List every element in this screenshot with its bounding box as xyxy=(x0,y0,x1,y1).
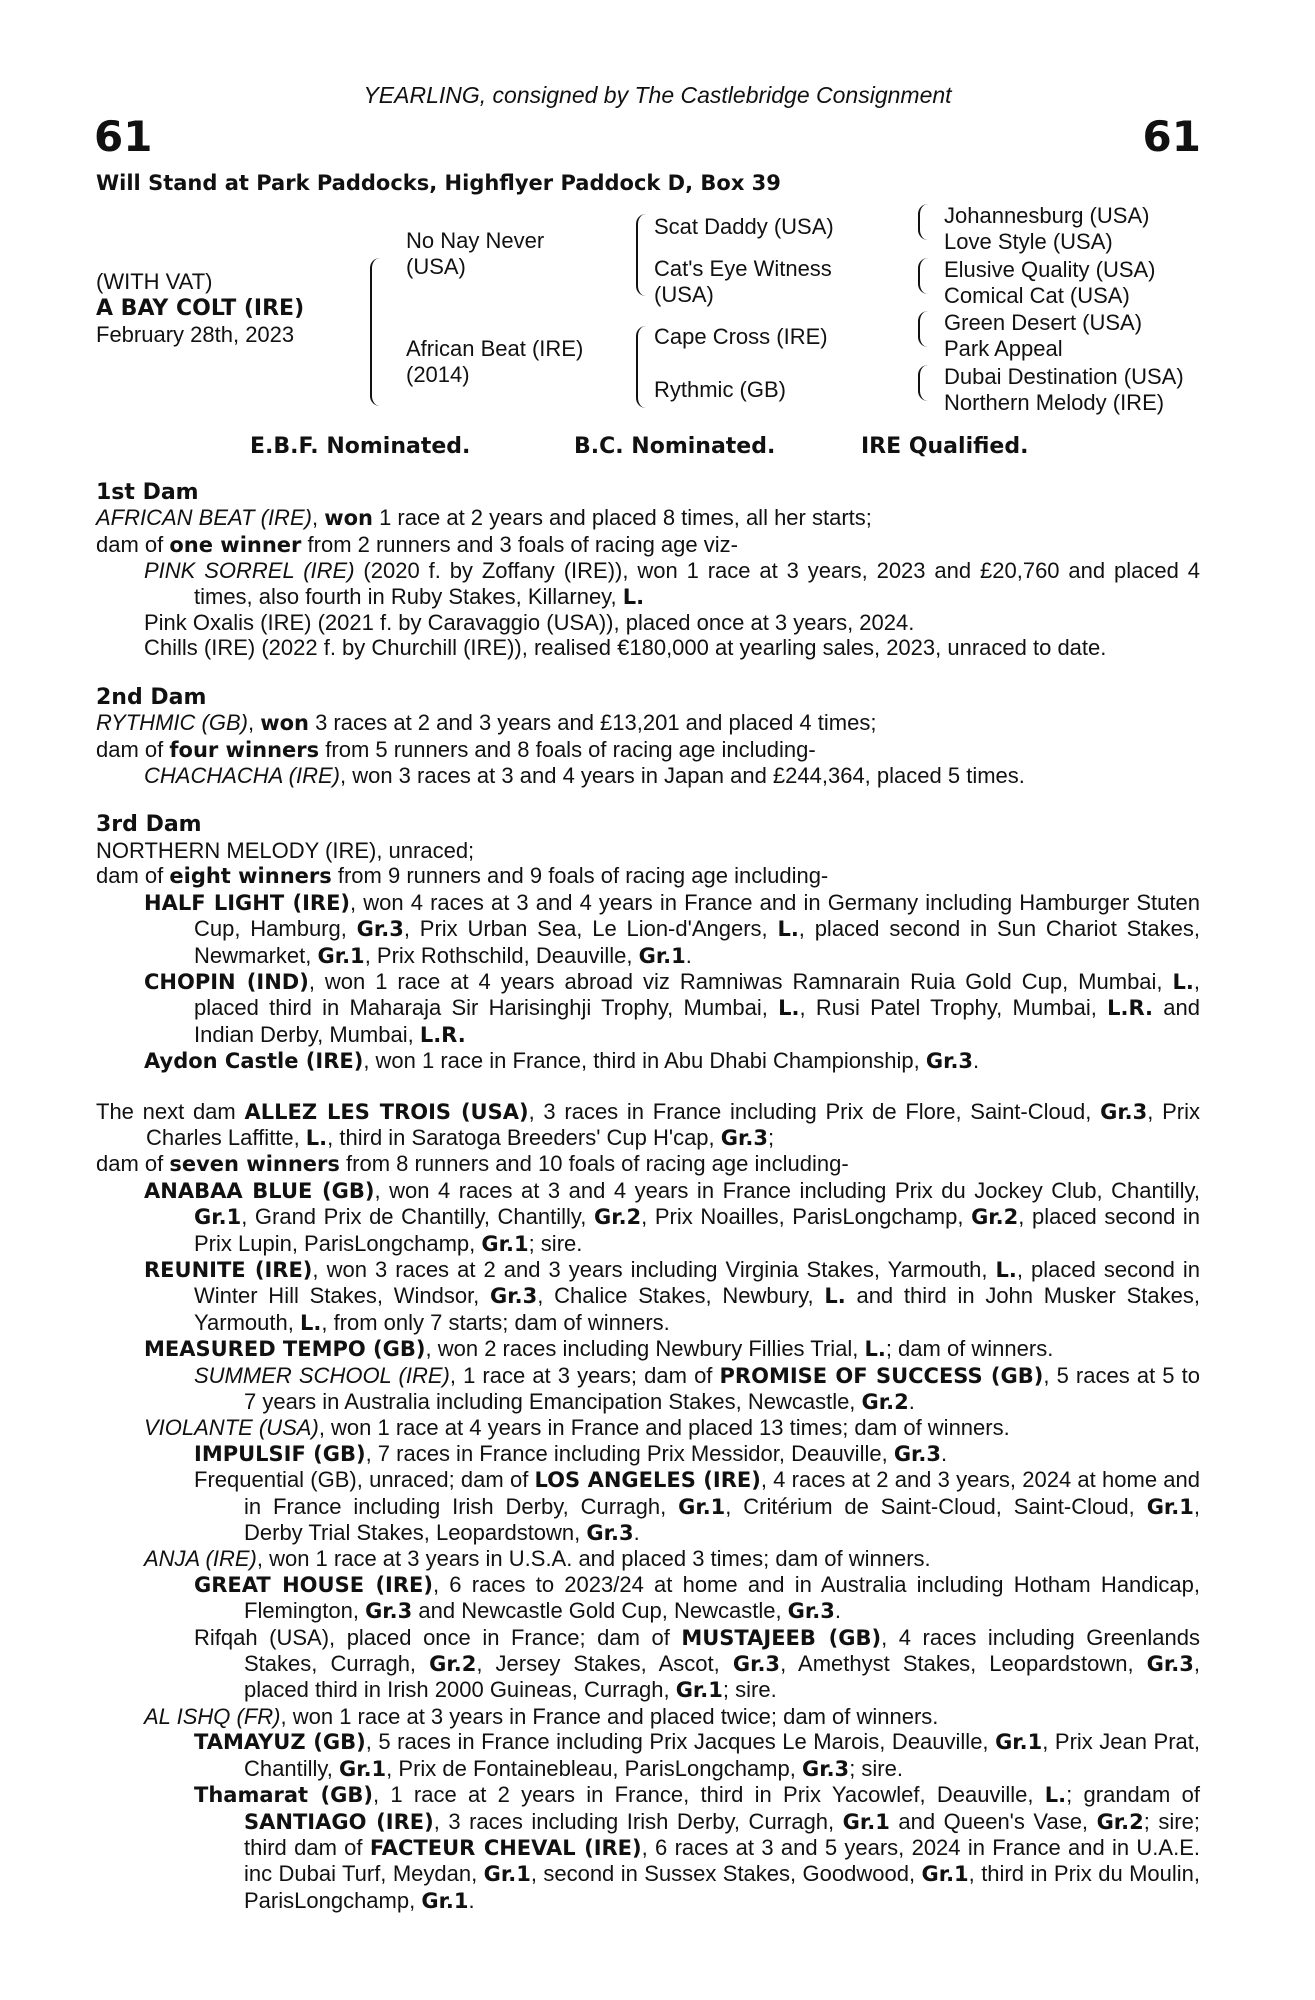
third-dam-heading: 3rd Dam xyxy=(96,812,202,838)
horse-name: A BAY COLT (IRE) xyxy=(96,296,305,321)
grand-produce-entry: Thamarat (GB), 1 race at 2 years in France, third in Prix Yacowlef, Deauville, L.; grandam of SANTIAGO (IRE), 3 races including Irish Derby, Curragh, Gr.1 and Queen's Vase, Gr.2; sire; third dam of FACTEUR CHEVAL (IRE), 6 races at 3 and 5 years, 2024 in France and in U.A.E. inc Dubai Turf, Meydan, Gr.1, second in Sussex Stakes, Goodwood, Gr.1, third in Prix du Moulin, ParisLongchamp, Gr.1. xyxy=(194,1782,1201,1913)
pedigree-bracket-dam xyxy=(636,326,646,408)
dam-dam: Rythmic (GB) xyxy=(654,377,786,402)
gg-6: Park Appeal xyxy=(944,336,1063,361)
produce-entry: CHACHACHA (IRE), won 3 races at 3 and 4 years in Japan and £244,364, placed 5 times. xyxy=(144,763,1025,789)
first-dam-heading: 1st Dam xyxy=(96,480,199,505)
produce-entry: HALF LIGHT (IRE), won 4 races at 3 and 4 years in France and in Germany including Hamburger Stuten Cup, Hamburg, Gr.3, Prix Urban Sea, Le Lion-d'Angers, L., placed second in Sun Chariot Stakes, Newmarket, Gr.1, Prix Rothschild, Deauville, Gr.1. xyxy=(144,889,1200,968)
first-dam-produce-summary: dam of one winner from 2 runners and 3 foals of racing age viz- xyxy=(96,531,738,557)
first-dam-section xyxy=(96,480,1200,661)
ire-qualification: IRE Qualified. xyxy=(861,434,1029,459)
ebf-nomination: E.B.F. Nominated. xyxy=(250,434,471,459)
sire-dam: Cat's Eye Witness (USA) xyxy=(654,256,832,307)
third-dam-record: NORTHERN MELODY (IRE), unraced; xyxy=(96,837,475,863)
grand-produce-entry: IMPULSIF (GB), 7 races in France including Prix Messidor, Deauville, Gr.3. xyxy=(194,1440,948,1466)
second-dam-section xyxy=(96,685,1200,789)
gg-4: Comical Cat (USA) xyxy=(944,283,1130,308)
produce-entry: Pink Oxalis (IRE) (2021 f. by Caravaggio (USA)), placed once at 3 years, 2024. xyxy=(144,610,915,636)
produce-entry: ANABAA BLUE (GB), won 4 races at 3 and 4 years in France including Prix du Jockey Club, Chantilly, Gr.1, Grand Prix de Chantilly, Chantilly, Gr.2, Prix Noailles, ParisLongchamp, Gr.2, placed second in Prix Lupin, ParisLongchamp, Gr.1; sire. xyxy=(144,1177,1200,1256)
second-dam-record: RYTHMIC (GB), won 3 races at 2 and 3 years and £13,201 and placed 4 times; xyxy=(96,710,877,736)
pedigree-bracket-gg2 xyxy=(918,258,928,294)
pedigree-bracket-gg1 xyxy=(918,204,928,240)
produce-entry: REUNITE (IRE), won 3 races at 2 and 3 years including Virginia Stakes, Yarmouth, L., placed second in Winter Hill Stakes, Windsor, Gr.3, Chalice Stakes, Newbury, L. and third in John Musker Stakes, Yarmouth, L., from only 7 starts; dam of winners. xyxy=(144,1256,1201,1335)
gg-3: Elusive Quality (USA) xyxy=(944,257,1156,282)
next-dam-record: The next dam ALLEZ LES TROIS (USA), 3 races in France including Prix de Flore, Saint-Cloud, Gr.3, Prix Charles Laffitte, L., third in Saratoga Breeders' Cup H'cap, Gr.3; xyxy=(96,1098,1201,1150)
dam-sire: Cape Cross (IRE) xyxy=(654,324,828,349)
produce-entry: MEASURED TEMPO (GB), won 2 races including Newbury Fillies Trial, L.; dam of winners. xyxy=(144,1336,1054,1362)
gg-7: Dubai Destination (USA) xyxy=(944,364,1184,389)
produce-entry: AL ISHQ (FR), won 1 race at 3 years in France and placed twice; dam of winners. xyxy=(144,1703,939,1729)
catalogue-body xyxy=(96,480,1200,1914)
grand-produce-entry: Rifqah (USA), placed once in France; dam of MUSTAJEEB (GB), 4 races including Greenlands Stakes, Curragh, Gr.2, Jersey Stakes, Ascot, Gr.3, Amethyst Stakes, Leopardstown, Gr.3, placed third in Irish 2000 Guineas, Curragh, Gr.1; sire. xyxy=(194,1624,1200,1703)
produce-entry: Aydon Castle (IRE), won 1 race in France, third in Abu Dhabi Championship, Gr.3. xyxy=(144,1048,980,1074)
grand-produce-entry: Frequential (GB), unraced; dam of LOS ANGELES (IRE), 4 races at 2 and 3 years, 2024 at home and in France including Irish Derby, Curragh, Gr.1, Critérium de Saint-Cloud, Saint-Cloud, Gr.1, Derby Trial Stakes, Leopardstown, Gr.3. xyxy=(194,1467,1201,1546)
gg-2: Love Style (USA) xyxy=(944,229,1113,254)
produce-entry: PINK SORREL (IRE) (2020 f. by Zoffany (IRE)), won 1 race at 3 years, 2023 and £20,760 and placed 4 times, also fourth in Ruby Stakes, Killarney, L. xyxy=(144,558,1200,609)
lot-number-right: 61 xyxy=(1142,112,1201,161)
gg-5: Green Desert (USA) xyxy=(944,310,1143,335)
stand-location: Will Stand at Park Paddocks, Highflyer Paddock D, Box 39 xyxy=(96,171,781,195)
sire-name: No Nay Never (USA) xyxy=(406,228,545,279)
first-dam-record: AFRICAN BEAT (IRE), won 1 race at 2 years and placed 8 times, all her starts; xyxy=(96,505,872,531)
pedigree-bracket-main xyxy=(370,258,380,406)
produce-entry: VIOLANTE (USA), won 1 race at 4 years in France and placed 13 times; dam of winners. xyxy=(144,1415,1010,1441)
bc-nomination: B.C. Nominated. xyxy=(574,434,776,459)
foaling-date: February 28th, 2023 xyxy=(96,322,295,347)
gg-8: Northern Melody (IRE) xyxy=(944,390,1165,415)
consignment-line: YEARLING, consigned by The Castlebridge Consignment xyxy=(363,82,952,108)
third-dam-section xyxy=(96,812,1200,1074)
pedigree-bracket-gg4 xyxy=(918,365,928,401)
next-dam-section xyxy=(96,1099,1200,1915)
gg-1: Johannesburg (USA) xyxy=(944,203,1150,228)
pedigree-bracket-sire xyxy=(636,214,646,296)
third-dam-produce-summary: dam of eight winners from 9 runners and 9 foals of racing age including- xyxy=(96,863,829,889)
second-dam-produce-summary: dam of four winners from 5 runners and 8 foals of racing age including- xyxy=(96,736,816,762)
lot-number-left: 61 xyxy=(94,112,153,161)
second-dam-heading: 2nd Dam xyxy=(96,684,207,710)
dam-name: African Beat (IRE) (2014) xyxy=(406,336,584,387)
next-dam-produce-summary: dam of seven winners from 8 runners and 10 foals of racing age including- xyxy=(96,1151,849,1177)
sire-sire: Scat Daddy (USA) xyxy=(654,214,834,239)
produce-entry: Chills (IRE) (2022 f. by Churchill (IRE)), realised €180,000 at yearling sales, 2023, unraced to date. xyxy=(144,635,1107,661)
grand-produce-entry: SUMMER SCHOOL (IRE), 1 race at 3 years; dam of PROMISE OF SUCCESS (GB), 5 races at 5 to 7 years in Australia including Emancipation Stakes, Newcastle, Gr.2. xyxy=(194,1362,1200,1414)
grand-produce-entry: GREAT HOUSE (IRE), 6 races to 2023/24 at home and in Australia including Hotham Handicap, Flemington, Gr.3 and Newcastle Gold Cup, Newcastle, Gr.3. xyxy=(194,1571,1200,1624)
produce-entry: ANJA (IRE), won 1 race at 3 years in U.S.A. and placed 3 times; dam of winners. xyxy=(144,1546,931,1572)
produce-entry: CHOPIN (IND), won 1 race at 4 years abroad viz Ramniwas Ramnarain Ruia Gold Cup, Mumbai, L., placed third in Maharaja Sir Harisinghji Trophy, Mumbai, L., Rusi Patel Trophy, Mumbai, L.R. and Indian Derby, Mumbai, L.R. xyxy=(144,968,1200,1047)
pedigree-bracket-gg3 xyxy=(918,311,928,347)
vat-note: (WITH VAT) xyxy=(96,269,213,294)
grand-produce-entry: TAMAYUZ (GB), 5 races in France including Prix Jacques Le Marois, Deauville, Gr.1, Prix Jean Prat, Chantilly, Gr.1, Prix de Fontainebleau, ParisLongchamp, Gr.3; sire. xyxy=(194,1729,1200,1781)
